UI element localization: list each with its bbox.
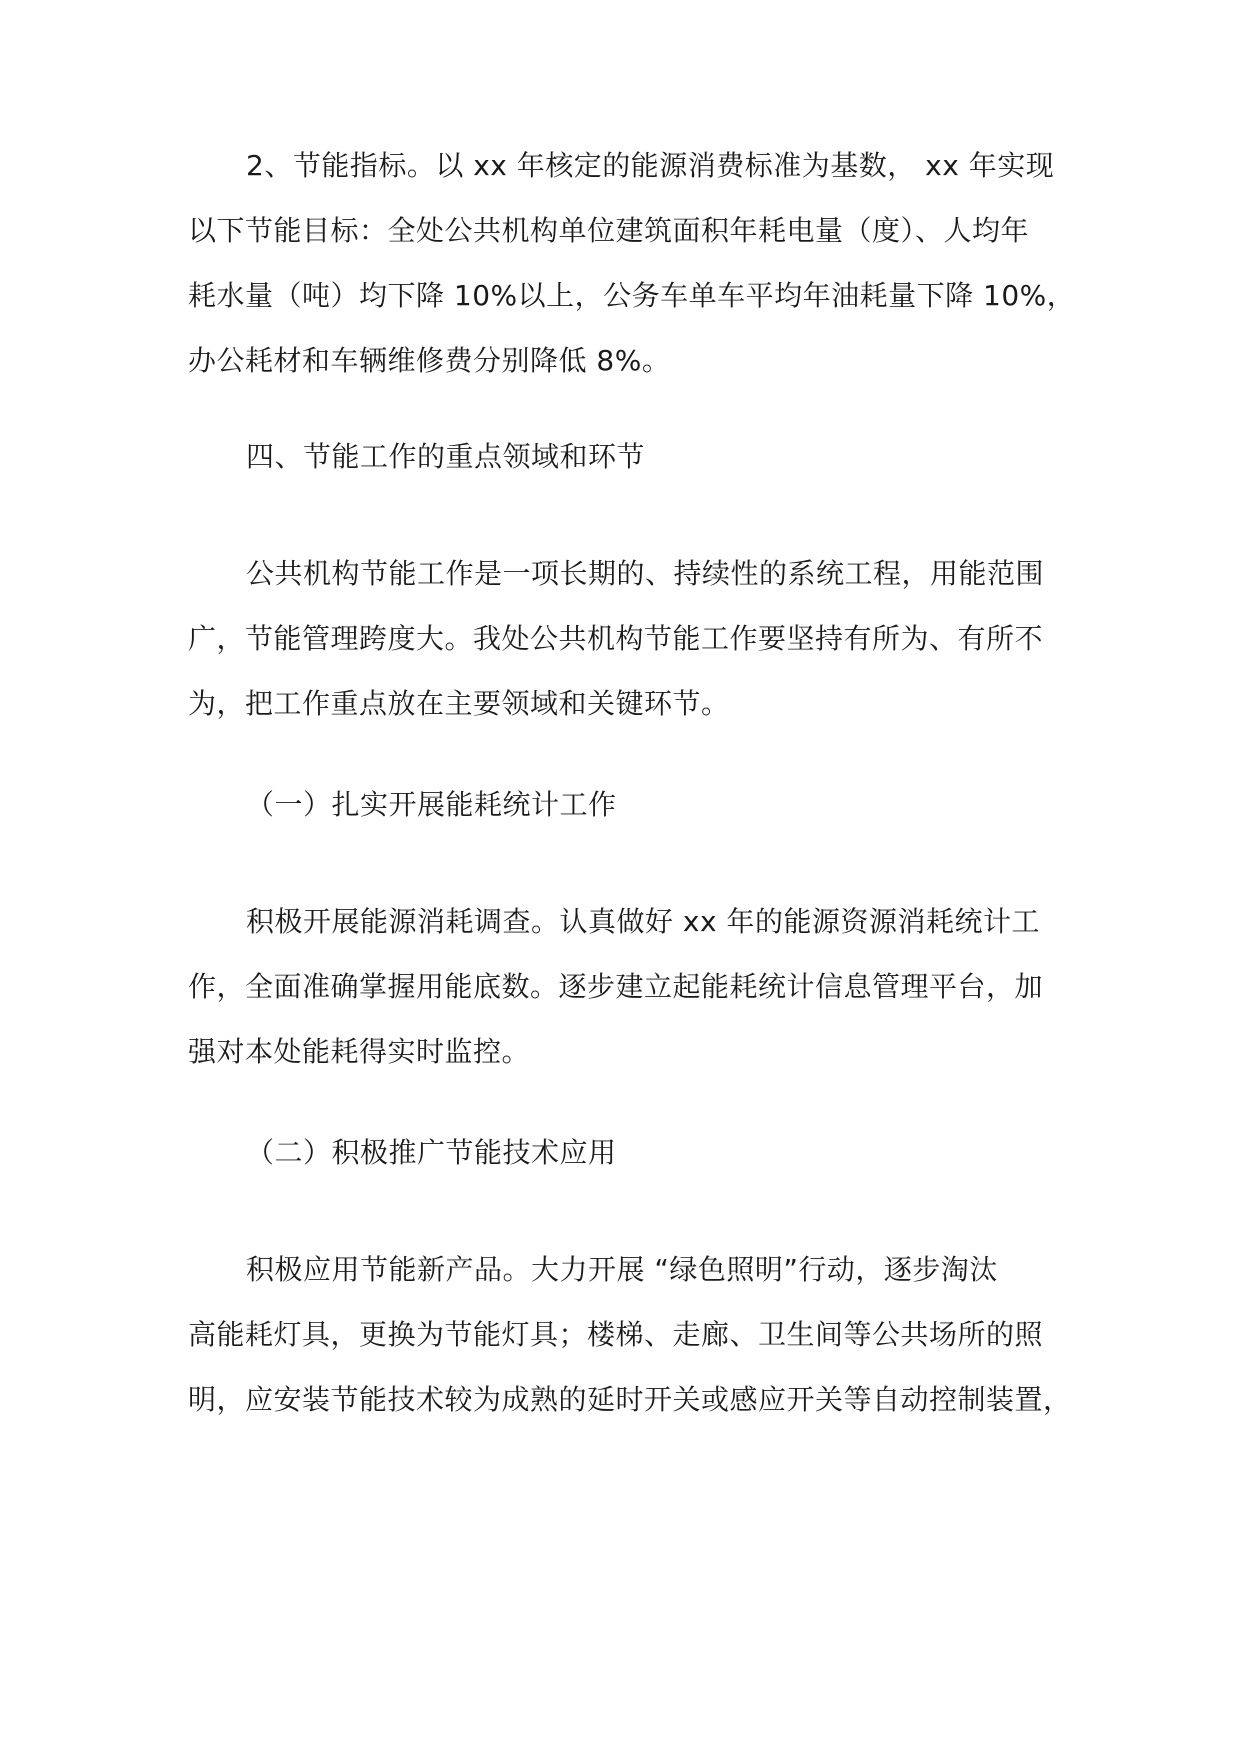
heading-line: （二）积极推广节能技术应用 [246, 1136, 617, 1169]
heading-line: （一）扎实开展能耗统计工作 [246, 788, 617, 821]
paragraph-subsection-two-body [188, 1237, 1078, 1432]
paragraph-line: 积极应用节能新产品。大力开展 “绿色照明”行动，逐步淘汰 [246, 1253, 998, 1286]
paragraph-section-four-intro [188, 541, 1078, 736]
paragraph-line: 广，节能管理跨度大。我处公共机构节能工作要坚持有所为、有所不 [188, 622, 1044, 655]
paragraph-line: 强对本处能耗得实时监控。 [188, 1035, 531, 1068]
paragraph-line: 高能耗灯具，更换为节能灯具；楼梯、走廊、卫生间等公共场所的照 [188, 1318, 1044, 1351]
paragraph-line: 公共机构节能工作是一项长期的、持续性的系统工程，用能范围 [246, 557, 1045, 590]
paragraph-line: 作，全面准确掌握用能底数。逐步建立起能耗统计信息管理平台，加 [188, 970, 1044, 1003]
paragraph-line: 明，应安装节能技术较为成熟的延时开关或感应开关等自动控制装置， [188, 1383, 1072, 1416]
section-four-heading [188, 424, 1078, 489]
subsection-one-heading [188, 772, 1078, 837]
paragraph-line: 积极开展能源消耗调查。认真做好 xx 年的能源资源消耗统计工 [246, 905, 1040, 938]
subsection-two-heading [188, 1120, 1078, 1185]
heading-line: 四、节能工作的重点领域和环节 [246, 440, 646, 473]
paragraph-line: 2、节能指标。以 xx 年核定的能源消费标准为基数， xx 年实现 [246, 149, 1055, 182]
paragraph-line: 为，把工作重点放在主要领域和关键环节。 [188, 687, 730, 720]
paragraph-line: 耗水量（吨）均下降 10%以上，公务车单车平均年油耗量下降 10%， [188, 279, 1076, 312]
paragraph-subsection-one-body [188, 889, 1078, 1084]
paragraph-line: 办公耗材和车辆维修费分别降低 8%。 [188, 344, 671, 377]
paragraph-line: 以下节能目标：全处公共机构单位建筑面积年耗电量（度）、人均年 [188, 214, 1030, 247]
paragraph-energy-target [188, 133, 1078, 393]
